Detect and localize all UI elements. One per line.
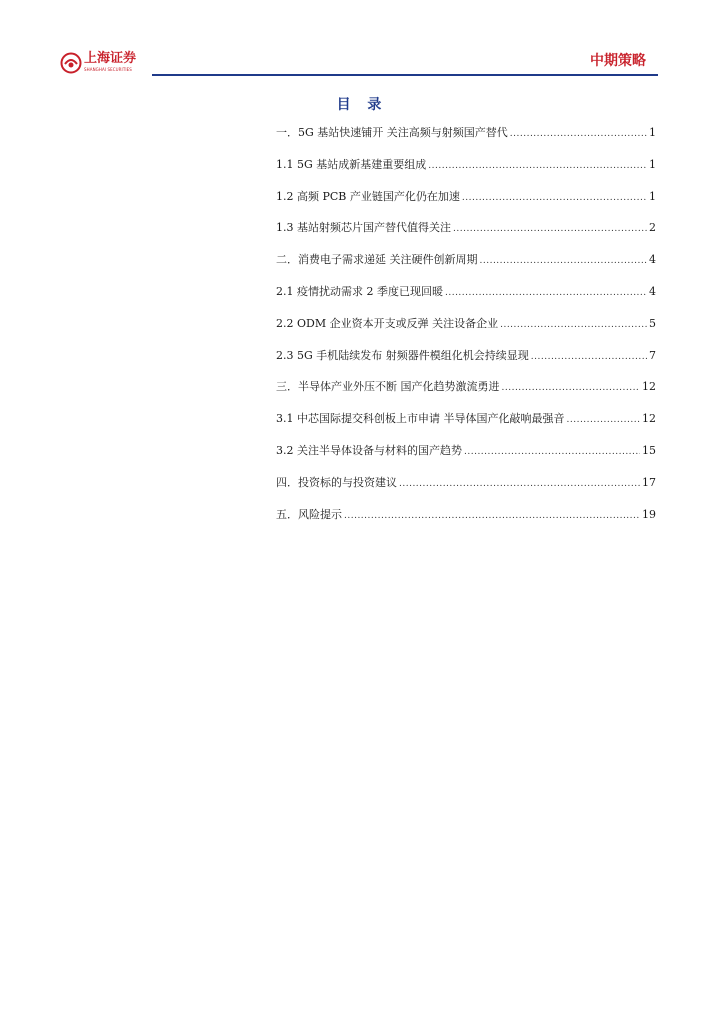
toc-leader-dots [502, 381, 641, 395]
toc-entry-page: 1 [649, 157, 656, 171]
toc-entry-label: 三．半导体产业外压不断 国产化趋势激流勇进 [276, 380, 500, 394]
toc-entry[interactable] [276, 380, 656, 412]
toc-entry-label: 2.1 疫情扰动需求 2 季度已现回暖 [276, 284, 443, 298]
toc-entry[interactable] [276, 444, 656, 476]
toc-entry-page: 1 [649, 189, 656, 203]
toc-entry[interactable] [276, 349, 656, 381]
brand-logo-icon [60, 52, 82, 74]
toc-entry-page: 1 [649, 126, 656, 139]
toc-entry[interactable] [276, 317, 656, 349]
toc-title: 目 录 [336, 97, 388, 113]
toc-entry-page: 17 [642, 475, 656, 489]
toc-leader-dots [531, 350, 647, 364]
toc-leader-dots [462, 191, 647, 205]
toc-leader-dots [344, 509, 640, 523]
toc-entry-label: 1.2 高频 PCB 产业链国产化仍在加速 [276, 189, 460, 203]
header-divider [152, 74, 658, 76]
toc-entry-page: 15 [642, 443, 656, 457]
toc-entry-page: 12 [642, 412, 656, 426]
toc-leader-dots [510, 127, 647, 141]
toc-entry-page: 4 [649, 284, 656, 298]
toc-entry-page: 5 [649, 316, 656, 330]
toc-entry-label: 1.1 5G 基站成新基建重要组成 [276, 157, 427, 171]
toc-leader-dots [399, 477, 640, 491]
toc-entry[interactable] [276, 126, 656, 158]
toc-leader-dots [453, 222, 647, 236]
toc-entry-page: 2 [649, 221, 656, 235]
toc-entry-page: 19 [642, 507, 656, 521]
toc-entry-label: 五．风险提示 [276, 507, 342, 521]
report-type-label: 中期策略 [590, 53, 646, 69]
toc-entry-label: 3.1 中芯国际提交科创板上市申请 半导体国产化敲响最强音 [276, 412, 565, 426]
toc-entry[interactable] [276, 253, 656, 285]
toc-entry-page: 7 [649, 348, 656, 362]
toc-entry[interactable] [276, 476, 656, 508]
toc-leader-dots [464, 445, 640, 459]
toc-leader-dots [445, 286, 647, 300]
brand-logo [60, 52, 144, 76]
toc-leader-dots [480, 254, 648, 268]
brand-name: 上海证券 [84, 51, 137, 66]
toc-entry[interactable] [276, 412, 656, 444]
toc-entry-label: 2.2 ODM 企业资本开支或反弹 关注设备企业 [276, 316, 499, 330]
toc-entry-label: 二．消费电子需求递延 关注硬件创新周期 [276, 253, 478, 267]
toc-entry-label: 一．5G 基站快速铺开 关注高频与射频国产替代 [276, 126, 508, 139]
toc-entry-page: 4 [649, 253, 656, 267]
toc-entry-label: 3.2 关注半导体设备与材料的国产趋势 [276, 443, 462, 457]
toc-entry-label: 2.3 5G 手机陆续发布 射频器件模组化机会持续显现 [276, 348, 529, 362]
toc-entry[interactable] [276, 508, 656, 540]
page-header [0, 0, 724, 80]
toc-list [276, 126, 656, 539]
toc-entry-page: 12 [642, 380, 656, 394]
toc-leader-dots [428, 159, 647, 173]
toc-leader-dots [500, 318, 647, 332]
toc-entry-label: 1.3 基站射频芯片国产替代值得关注 [276, 221, 451, 235]
toc-entry[interactable] [276, 221, 656, 253]
toc-entry[interactable] [276, 158, 656, 190]
toc-leader-dots [567, 413, 641, 427]
toc-entry[interactable] [276, 190, 656, 222]
toc-entry-label: 四．投资标的与投资建议 [276, 475, 397, 489]
brand-subtitle: SHANGHAI SECURITIES [84, 67, 132, 72]
toc-entry[interactable] [276, 285, 656, 317]
